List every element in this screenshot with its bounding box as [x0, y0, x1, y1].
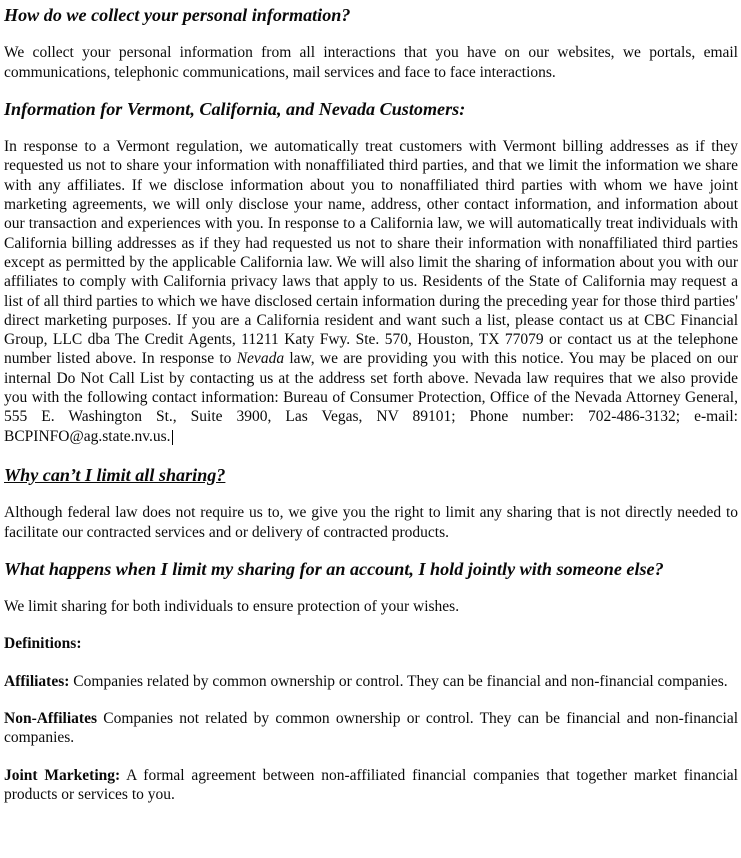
paragraph-joint-account: We limit sharing for both individuals to ensure protection of your wishes. — [4, 598, 460, 616]
definition-text: A formal agreement between non-affiliated financial companies that together market financial products or services to you. — [4, 766, 738, 803]
heading-state-customers: Information for Vermont, California, and Nevada Customers: — [4, 98, 466, 119]
definition-term: Affiliates: — [4, 672, 70, 690]
heading-limit-sharing: Why can’t I limit all sharing? — [4, 464, 226, 485]
paragraph-state-customers — [4, 137, 738, 446]
heading-definitions: Definitions: — [4, 635, 82, 653]
definition-non-affiliates — [4, 709, 738, 748]
state-paragraph-part1: In response to a Vermont regulation, we automatically treat customers with Vermont billing addresses as if they requested us not to share your information with nonaffiliated third parties, and that we limit the information we share with any affiliates. If we disclose information about you to nonaffiliated third parties with whom we have joint marketing agreements, we will only disclose your name, address, other contact information, and information about our transaction and experiences with you. In response to a California law, we will automatically treat individuals with California billing addresses as if they had requested us not to share their information with nonaffiliated third parties except as permitted by the applicable California law. We will also limit the sharing of information about you with our affiliates to comply with California privacy laws that apply to us. Residents of the State of California may request a list of all third parties to which we have disclosed certain information during the preceding year for those third parties' direct marketing purposes. If you are a California resident and want such a list, please contact us at CBC Financial Group, LLC dba The Credit Agents, 11211 Katy Fwy. Ste. 570, Houston, TX 77079 or contact us at the telephone number listed above. In response to — [4, 138, 738, 368]
paragraph-limit-sharing: Although federal law does not require us to, we give you the right to limit any sharing that is not directly needed to facilitate our contracted services and or delivery of contracted products. — [4, 504, 738, 541]
nevada-italic-word: Nevada — [236, 350, 285, 368]
paragraph-how-collect: We collect your personal information from all interactions that you have on our websites, we portals, email communications, telephonic communications, mail services and face to face interactions. — [4, 44, 738, 81]
heading-joint-account: What happens when I limit my sharing for an account, I hold jointly with someone else? — [4, 558, 664, 579]
definition-term: Joint Marketing: — [4, 766, 121, 784]
definition-joint-marketing — [4, 766, 738, 805]
text-cursor — [172, 430, 173, 445]
definition-term: Non-Affiliates — [4, 710, 97, 728]
definition-affiliates — [4, 672, 738, 691]
definition-text: Companies not related by common ownership or control. They can be financial and non-financial companies. — [4, 710, 738, 747]
definition-text: Companies related by common ownership or control. They can be financial and non-financial companies. — [69, 672, 728, 690]
state-paragraph-part2: law, we are providing you with this notice. You may be placed on our internal Do Not Call List by contacting us at the address set forth above. Nevada law requires that we also provide you with the following contact information: Bureau of Consumer Protection, Office of the Nevada Attorney General, 555 E. Washington St., Suite 3900, Las Vegas, NV 89101; Phone number: 702-486-3132; e-mail: BCPINFO@ag.state.nv.us. — [4, 350, 738, 445]
heading-how-collect: How do we collect your personal information? — [4, 5, 351, 25]
